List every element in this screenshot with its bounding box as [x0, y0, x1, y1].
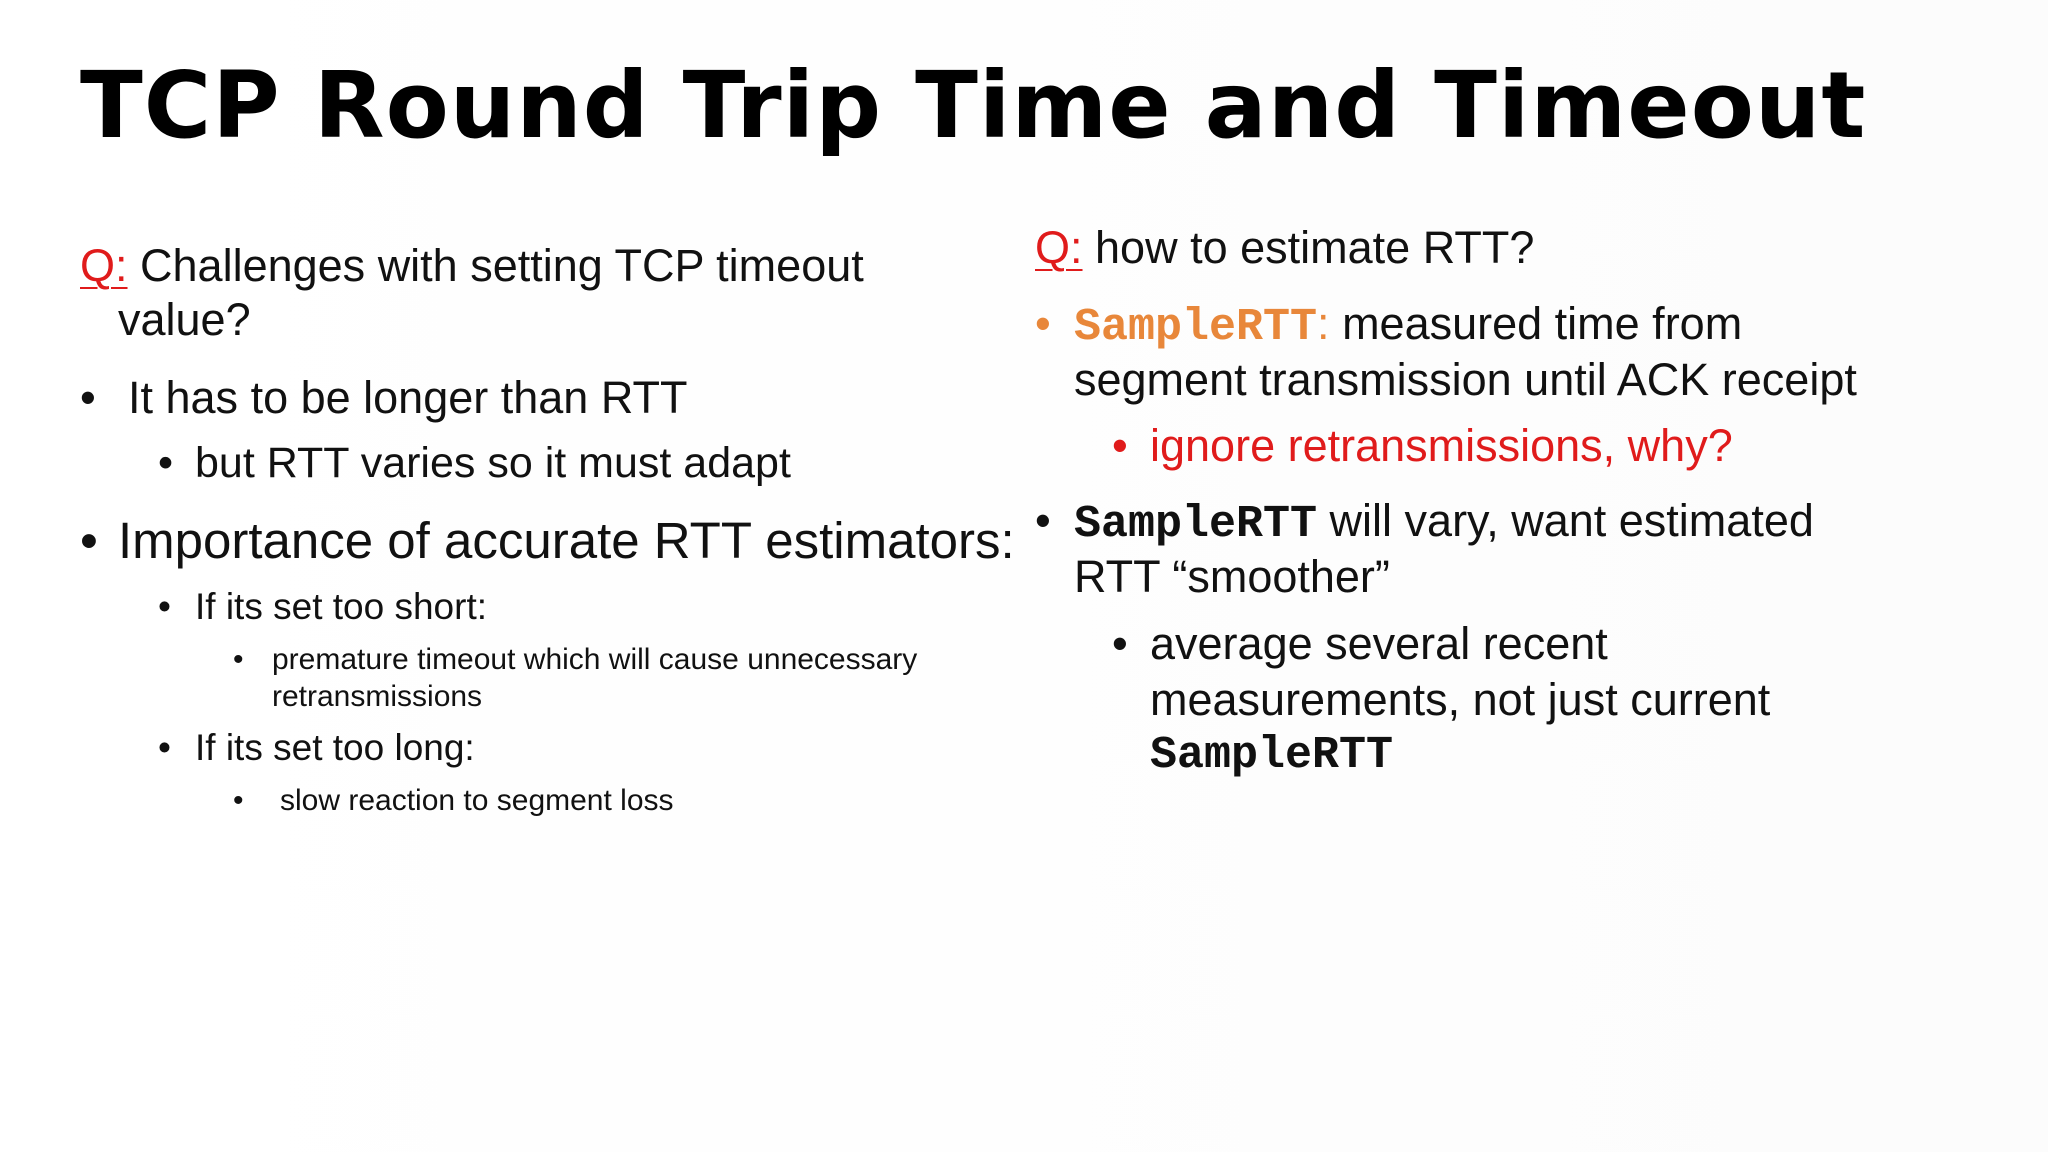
bullet-glyph: •: [158, 727, 171, 768]
bullet-glyph: •: [1035, 298, 1051, 349]
left-bullet-2-sub-1: If its set too short:: [195, 586, 488, 627]
right-bullet-1-text: measured time from: [1329, 298, 1743, 349]
right-bullet-1-line2: segment transmission until ACK receipt: [1074, 354, 1857, 405]
left-question-text-line2: value?: [118, 294, 251, 345]
left-bullet-1: It has to be longer than RTT: [128, 372, 688, 423]
slide-title: TCP Round Trip Time and Timeout: [80, 52, 1867, 159]
bullet-glyph: •: [80, 372, 96, 423]
right-bullet-1-line1: [1074, 296, 1742, 356]
right-bullet-2-text: will vary, want estimated: [1317, 495, 1814, 546]
left-question-label: Q:: [80, 240, 128, 291]
right-bullet-2-code: SampleRTT: [1074, 499, 1318, 550]
left-bullet-2-sub-2: If its set too long:: [195, 727, 475, 768]
right-bullet-2-sub-line2: measurements, not just current: [1150, 674, 1771, 725]
right-bullet-2-sub-code: SampleRTT: [1150, 730, 1394, 781]
left-bullet-2: Importance of accurate RTT estimators:: [118, 512, 1015, 569]
right-bullet-1-code: SampleRTT: [1074, 302, 1318, 353]
bullet-glyph: •: [158, 586, 171, 627]
left-question-text-line1: Challenges with setting TCP timeout: [140, 240, 864, 291]
left-question: [80, 238, 864, 294]
bullet-glyph: •: [1112, 618, 1128, 669]
bullet-glyph: •: [80, 512, 98, 569]
right-bullet-2-sub-line1: average several recent: [1150, 618, 1608, 669]
right-question-text: how to estimate RTT?: [1095, 222, 1535, 273]
right-bullet-1-colon: :: [1317, 298, 1330, 349]
left-bullet-2-sub-2-detail: slow reaction to segment loss: [280, 784, 674, 817]
bullet-glyph: •: [1035, 495, 1051, 546]
left-bullet-1-sub: but RTT varies so it must adapt: [195, 439, 791, 487]
bullet-glyph: •: [158, 439, 174, 487]
right-bullet-2-line1: [1074, 493, 1814, 553]
right-question-label: Q:: [1035, 222, 1083, 273]
left-bullet-2-sub-1-detail-line2: retransmissions: [272, 680, 483, 713]
right-bullet-1-sub: ignore retransmissions, why?: [1150, 420, 1733, 471]
bullet-glyph: •: [1112, 420, 1128, 471]
left-bullet-2-sub-1-detail-line1: premature timeout which will cause unnecessary: [272, 643, 918, 676]
right-bullet-2-line2: RTT “smoother”: [1074, 551, 1390, 602]
right-question: [1035, 220, 1534, 276]
bullet-glyph: •: [233, 784, 244, 817]
bullet-glyph: •: [233, 643, 244, 676]
